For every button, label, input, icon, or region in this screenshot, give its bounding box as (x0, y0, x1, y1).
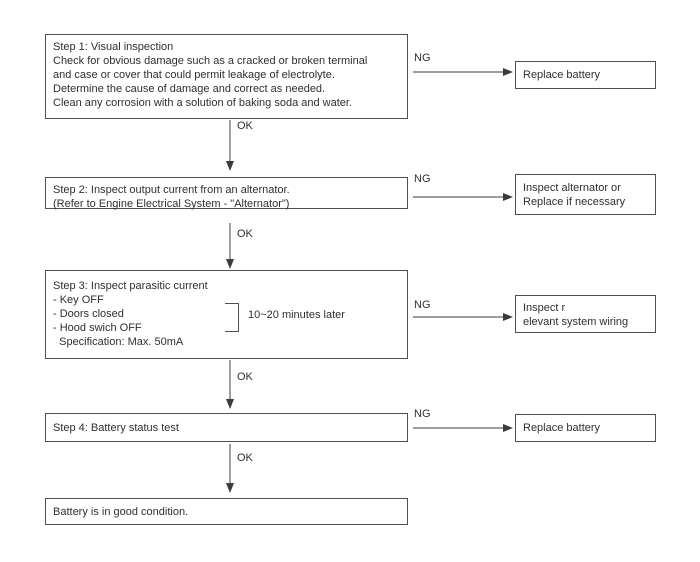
step3-line: - Hood swich OFF (53, 322, 142, 334)
ng-label: NG (414, 52, 431, 64)
ng-result2-line: Replace if necessary (523, 196, 626, 208)
ok-label: OK (237, 452, 253, 464)
ok-label: OK (237, 228, 253, 240)
ng-label: NG (414, 173, 431, 185)
step1-line: and case or cover that could permit leakage of electrolyte. (53, 69, 335, 81)
step2-box (45, 177, 408, 209)
step1-line: Determine the cause of damage and correct as needed. (53, 83, 326, 95)
step1-line: Step 1: Visual inspection (53, 41, 174, 53)
step3-box (45, 270, 408, 359)
ng-result3-line: elevant system wiring (523, 316, 629, 328)
step4-box (45, 413, 408, 442)
ok-label: OK (237, 371, 253, 383)
ng-result2-box (515, 174, 656, 215)
ok-label: OK (237, 120, 253, 132)
step2-line: (Refer to Engine Electrical System - "Alternator") (53, 198, 290, 210)
step1-box (45, 34, 408, 119)
bracket-note: 10~20 minutes later (248, 309, 345, 321)
step4-line: Step 4: Battery status test (53, 421, 179, 434)
ng-result1-line: Replace battery (523, 69, 601, 81)
step3-line: - Doors closed (53, 308, 124, 320)
grouping-bracket (225, 303, 239, 332)
final-result-box (45, 498, 408, 525)
step1-line: Clean any corrosion with a solution of baking soda and water. (53, 97, 353, 109)
ng-result3-line: Inspect r (523, 302, 566, 314)
step3-line: Step 3: Inspect parasitic current (53, 280, 208, 292)
ng-label: NG (414, 299, 431, 311)
step2-line: Step 2: Inspect output current from an alternator. (53, 184, 290, 196)
ng-result2-line: Inspect alternator or (523, 182, 621, 194)
ng-result3-box (515, 295, 656, 333)
step3-line: - Key OFF (53, 294, 104, 306)
ng-result1-box (515, 61, 656, 89)
ng-label: NG (414, 408, 431, 420)
final-result-line: Battery is in good condition. (53, 505, 189, 518)
step3-line: Specification: Max. 50mA (53, 336, 184, 348)
step1-line: Check for obvious damage such as a cracked or broken terminal (53, 55, 368, 67)
ng-result4-box (515, 414, 656, 442)
ng-result4-line: Replace battery (523, 422, 601, 434)
